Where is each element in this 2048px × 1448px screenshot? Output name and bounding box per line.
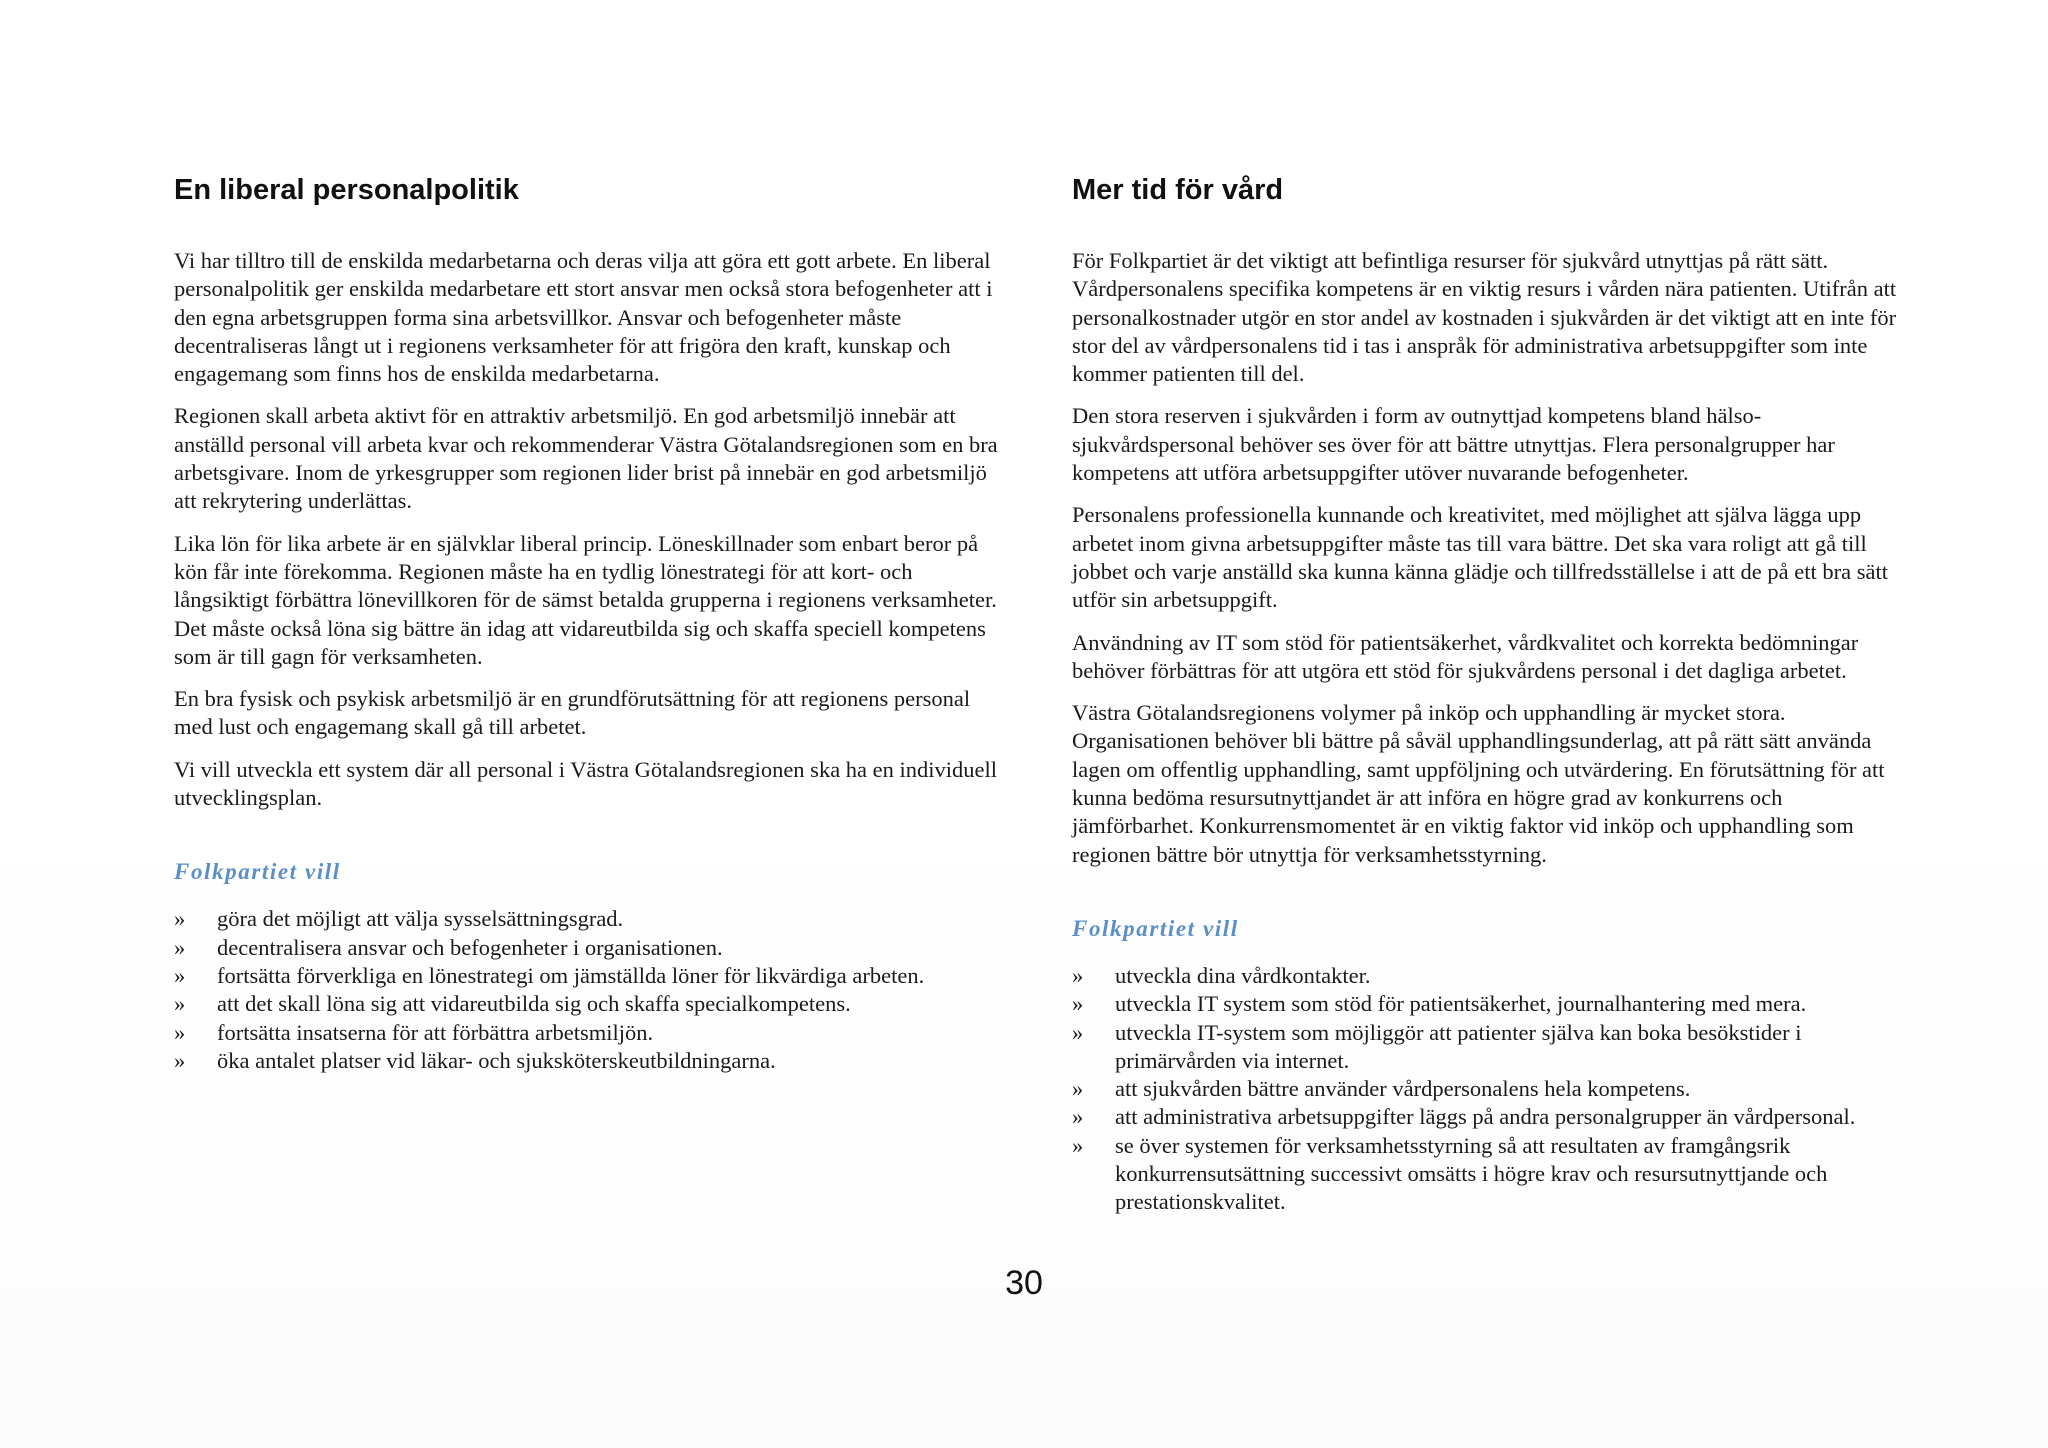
left-paragraph: Vi har tilltro till de enskilda medarbetarna och deras vilja att göra ett gott arbete. En liberal personalpolitik ger enskilda medarbetare ett stort ansvar men också stora befogenheter att i den egna arbetsgruppen forma sina arbetsvillkor. Ansvar och befogenheter måste decentraliseras långt ut i regionens verksamheter för att frigöra den kraft, kunskap och engagemang som finns hos de enskilda medarbetarna. [174, 248, 993, 387]
list-item [174, 990, 1004, 1018]
right-paragraph: Den stora reserven i sjukvården i form av outnyttjad kompetens bland hälso-sjukvårdspersonal behöver ses över för att bättre utnyttjas. Flera personalgrupper har kompetens att utföra arbetsuppgifter utöver nuvarande befogenheter. [1072, 403, 1835, 486]
list-item-text: utveckla IT-system som möjliggör att patienter själva kan boka besökstider i primärvården via internet. [1115, 1019, 1802, 1073]
page-number: 30 [1005, 1264, 1043, 1302]
bullet-marker-icon: » [1072, 1019, 1084, 1045]
list-item [174, 1047, 1004, 1075]
list-item-text: att det skall löna sig att vidareutbilda sig och skaffa specialkompetens. [217, 991, 851, 1017]
list-item-text: utveckla dina vårdkontakter. [1115, 962, 1371, 988]
left-paragraph: Lika lön för lika arbete är en självklar liberal princip. Löneskillnader som enbart beror på kön får inte förekomma. Regionen måste ha en tydlig lönestrategi för att kort- och långsiktigt förbättra lönevillkoren för de sämst betalda grupperna i regionens verksamheter. Det måste också löna sig bättre än idag att vidareutbilda sig och skaffa speciell kompetens som är till gagn för verksamheten. [174, 530, 997, 669]
list-item-text: fortsätta insatserna för att förbättra arbetsmiljön. [217, 1019, 654, 1045]
bullet-marker-icon: » [174, 906, 186, 932]
right-paragraph: Personalens professionella kunnande och kreativitet, med möjlighet att själva lägga upp arbetet inom givna arbetsuppgifter måste tas till vara bättre. Det ska vara roligt att gå till jobbet och varje anställd ska kunna känna glädje och tillfredsställelse i att de på ett bra sätt utför sin arbetsuppgift. [1072, 502, 1888, 613]
bullet-marker-icon: » [1072, 1132, 1084, 1158]
right-paragraph: Användning av IT som stöd för patientsäkerhet, vårdkvalitet och korrekta bedömningar behöver förbättras för att utgöra ett stöd för sjukvårdens personal i det dagliga arbetet. [1072, 629, 1859, 683]
list-item-text: att administrativa arbetsuppgifter läggs på andra personalgrupper än vårdpersonal. [1115, 1104, 1856, 1130]
bullet-marker-icon: » [1072, 991, 1084, 1017]
list-item-text: fortsätta förverkliga en lönestrategi om jämställda löner för likvärdiga arbeten. [217, 962, 925, 988]
list-item-text: decentralisera ansvar och befogenheter i organisationen. [217, 934, 723, 960]
right-bullet-list [1072, 962, 1902, 1217]
list-item [1072, 1103, 1902, 1131]
bullet-marker-icon: » [1072, 962, 1084, 988]
left-column [174, 172, 1004, 1075]
bullet-marker-icon: » [174, 1019, 186, 1045]
left-bullet-list [174, 905, 1004, 1075]
list-item [1072, 1019, 1902, 1076]
right-paragraph: För Folkpartiet är det viktigt att befintliga resurser för sjukvård utnyttjas på rätt sätt. Vårdpersonalens specifika kompetens är en viktig resurs i vården nära patienten. Utifrån att personalkostnader utgör en stor andel av kostnaden i sjukvården är det viktigt att en inte för stor del av vårdpersonalens tid i tas i anspråk för administrativa arbetsuppgifter som inte kommer patienten till del. [1072, 248, 1897, 387]
bullet-marker-icon: » [1072, 1104, 1084, 1130]
list-item [1072, 1132, 1902, 1217]
left-section-title: En liberal personalpolitik [174, 174, 519, 206]
list-item [174, 905, 1004, 933]
list-item-text: göra det möjligt att välja sysselsättningsgrad. [217, 906, 624, 932]
left-folkpartiet-vill-heading: Folkpartiet vill [174, 859, 341, 885]
right-paragraph: Västra Götalandsregionens volymer på inköp och upphandling är mycket stora. Organisationen behöver bli bättre på såväl upphandlingsunderlag, att på rätt sätt använda lagen om offentlig upphandling, samt uppföljning och utvärdering. En förutsättning för att kunna bedöma resursutnyttjandet är att införa en högre grad av konkurrens och jämförbarhet. Konkurrensmomentet är en viktig faktor vid inköp och upphandling som regionen bättre bör utnyttja för verksamhetsstyrning. [1072, 700, 1885, 867]
bullet-marker-icon: » [1072, 1076, 1084, 1102]
right-column [1072, 172, 1902, 1217]
list-item-text: se över systemen för verksamhetsstyrning så att resultaten av framgångsrik konkurrensutsättning successivt omsätts i högre krav och resursutnyttjande och prestationskvalitet. [1115, 1132, 1828, 1215]
list-item [1072, 990, 1902, 1018]
list-item [1072, 1075, 1902, 1103]
list-item [174, 962, 1004, 990]
list-item-text: utveckla IT system som stöd för patientsäkerhet, journalhantering med mera. [1115, 991, 1807, 1017]
left-paragraph: Regionen skall arbeta aktivt för en attraktiv arbetsmiljö. En god arbetsmiljö innebär att anställd personal vill arbeta kvar och rekommenderar Västra Götalandsregionen som en bra arbetsgivare. Inom de yrkesgrupper som regionen lider brist på innebär en god arbetsmiljö att rekrytering underlättas. [174, 403, 998, 514]
bullet-marker-icon: » [174, 962, 186, 988]
list-item-text: att sjukvården bättre använder vårdpersonalens hela kompetens. [1115, 1076, 1691, 1102]
list-item [174, 934, 1004, 962]
bullet-marker-icon: » [174, 1047, 186, 1073]
list-item [174, 1019, 1004, 1047]
bullet-marker-icon: » [174, 991, 186, 1017]
right-section-title: Mer tid för vård [1072, 174, 1284, 206]
right-folkpartiet-vill-heading: Folkpartiet vill [1072, 915, 1239, 941]
list-item [1072, 962, 1902, 990]
left-paragraph: En bra fysisk och psykisk arbetsmiljö är en grundförutsättning för att regionens personal med lust och engagemang skall gå till arbetet. [174, 686, 971, 740]
left-paragraph: Vi vill utveckla ett system där all personal i Västra Götalandsregionen ska ha en individuell utvecklingsplan. [174, 756, 998, 811]
bullet-marker-icon: » [174, 934, 186, 960]
list-item-text: öka antalet platser vid läkar- och sjuksköterskeutbildningarna. [217, 1047, 776, 1073]
